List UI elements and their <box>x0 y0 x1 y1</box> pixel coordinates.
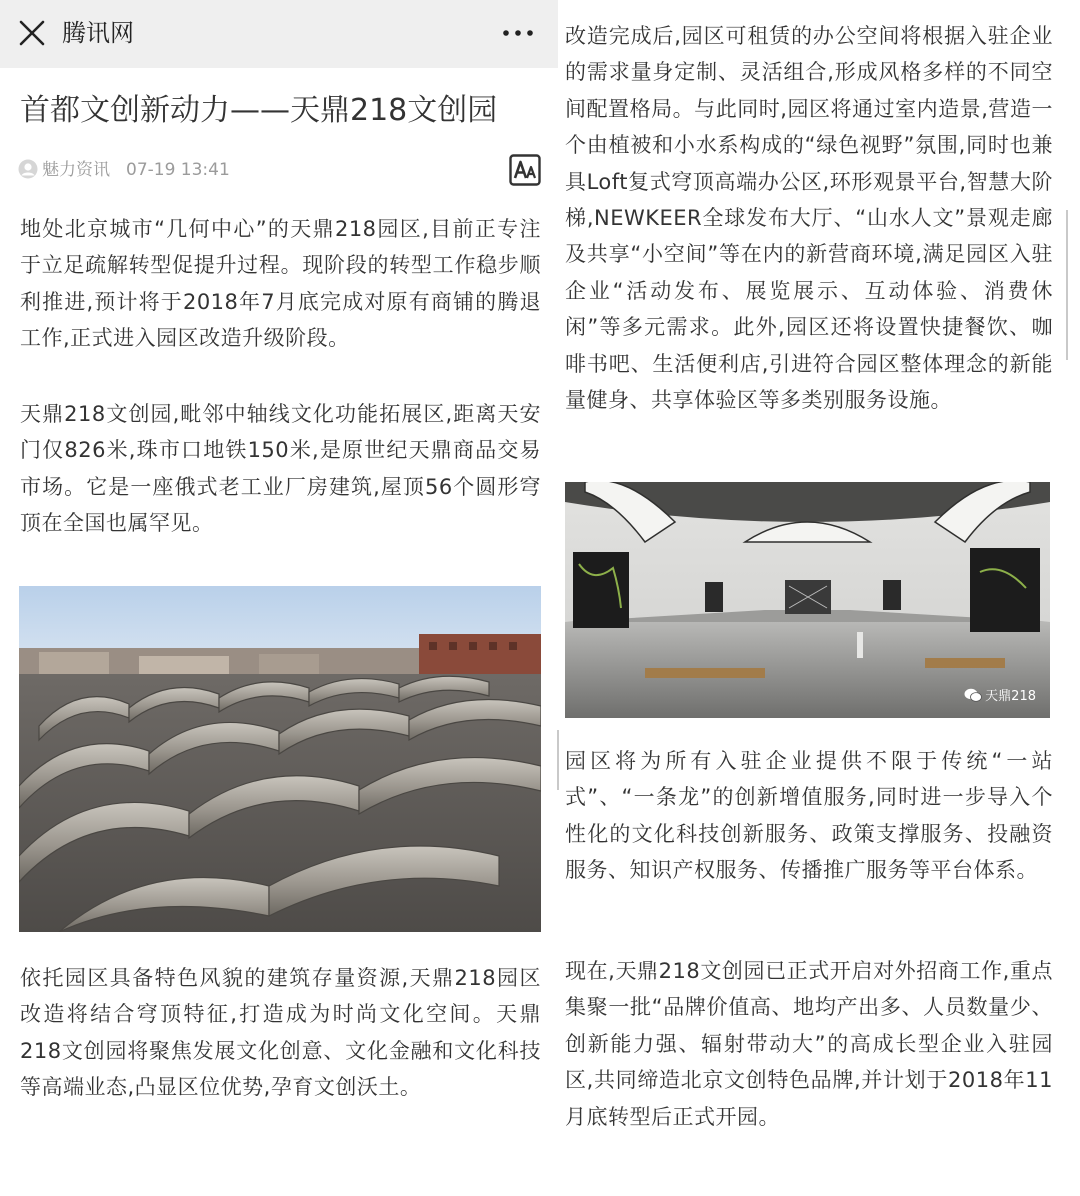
close-button[interactable] <box>14 15 50 51</box>
publish-time: 07-19 13:41 <box>126 160 230 180</box>
interior-rendering-image <box>565 482 1050 718</box>
source-avatar-icon <box>18 159 38 179</box>
domed-roof-image <box>19 586 541 932</box>
font-size-button[interactable] <box>509 154 541 186</box>
domed-roof-photo <box>19 586 541 932</box>
right-paragraph-2: 园区将为所有入驻企业提供不限于传统“一站式”、“一条龙”的创新增值服务,同时进一步导入个性化的文化科技创新服务、政策支撑服务、投融资服务、知识产权服务、传播推广服务等平台体系。 <box>565 749 1053 883</box>
article-title: 首都文创新动力——天鼎218文创园 <box>20 93 498 128</box>
wechat-icon <box>964 688 982 702</box>
more-button[interactable] <box>498 15 538 51</box>
left-paragraph-1: 地处北京城市“几何中心”的天鼎218园区,目前正专注于立足疏解转型促提升过程。现阶段的转型工作稳步顺利推进,预计将于2018年7月底完成对原有商铺的腾退工作,正式进入园区改造升级阶段。 <box>20 217 541 351</box>
source-name[interactable]: 魅力资讯 <box>42 160 110 180</box>
watermark-text: 天鼎218 <box>985 689 1036 704</box>
close-icon <box>14 15 50 51</box>
interior-rendering-photo <box>565 482 1050 718</box>
column-divider-mark <box>557 730 559 790</box>
top-bar <box>0 0 558 68</box>
right-paragraph-1: 改造完成后,园区可租赁的办公空间将根据入驻企业的需求量身定制、灵活组合,形成风格多样的不同空间配置格局。与此同时,园区将通过室内造景,营造一个由植被和小水系构成的“绿色视野”氛围,同时也兼具Loft复式穹顶高端办公区,环形观景平台,智慧大阶梯,NEWKEER全球发布大厅、“山水人文”景观走廊及共享“小空间”等在内的新营商环境,满足园区入驻企业“活动发布、展览展示、互动体验、消费休闲”等多元需求。此外,园区还将设置快捷餐饮、咖啡书吧、生活便利店,引进符合园区整体理念的新能量健身、共享体验区等多类别服务设施。 <box>565 24 1053 413</box>
image-watermark <box>964 688 1036 706</box>
scroll-indicator[interactable] <box>1066 210 1068 360</box>
font-size-icon <box>509 154 541 186</box>
left-paragraph-3: 依托园区具备特色风貌的建筑存量资源,天鼎218园区改造将结合穹顶特征,打造成为时尚文化空间。天鼎218文创园将聚焦发展文化创意、文化金融和文化科技等高端业态,凸显区位优势,孕育文创沃土。 <box>20 966 541 1100</box>
left-paragraph-2: 天鼎218文创园,毗邻中轴线文化功能拓展区,距离天安门仅826米,珠市口地铁150米,是原世纪天鼎商品交易市场。它是一座俄式老工业厂房建筑,屋顶56个圆形穹顶在全国也属罕见。 <box>20 402 541 536</box>
more-dots-icon <box>498 15 538 51</box>
site-name: 腾讯网 <box>62 19 134 47</box>
article-meta <box>18 156 230 184</box>
right-paragraph-3: 现在,天鼎218文创园已正式开启对外招商工作,重点集聚一批“品牌价值高、地均产出多、人员数量少、创新能力强、辐射带动大”的高成长型企业入驻园区,共同缔造北京文创特色品牌,并计划于2018年11月底转型后正式开园。 <box>565 959 1053 1129</box>
right-column <box>558 0 1080 1196</box>
